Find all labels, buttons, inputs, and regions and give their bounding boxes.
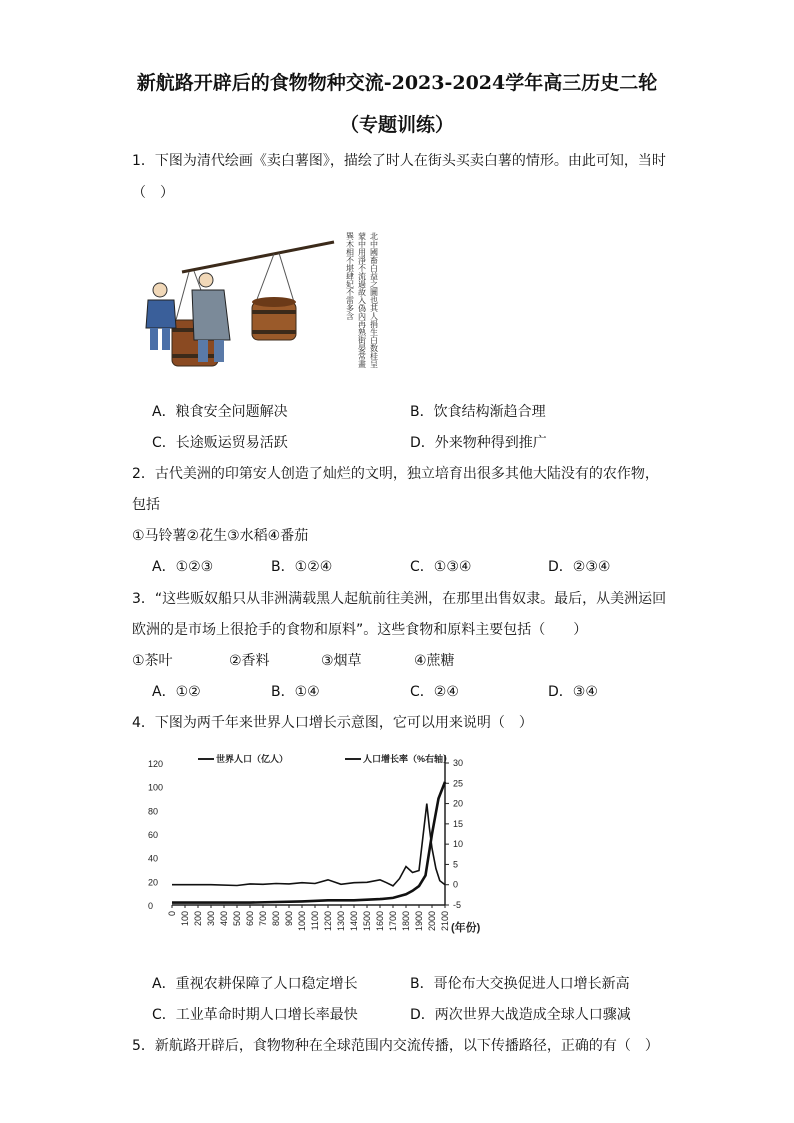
q1-option-d[interactable]: D．外来物种得到推广 bbox=[410, 435, 547, 451]
q3-item-1: ①茶叶 bbox=[132, 653, 173, 669]
q1-option-c[interactable]: C．长途贩运贸易活跃 bbox=[152, 435, 288, 451]
x-tick-label: 1700 bbox=[388, 911, 398, 932]
svg-text:巽木相不堪肆妃不雷多含: 巽木相不堪肆妃不雷多含 bbox=[345, 232, 355, 320]
y-right-tick-label: 0 bbox=[453, 879, 459, 890]
y-left-tick-label: 60 bbox=[148, 830, 159, 840]
q2-stem-line1: 2．古代美洲的印第安人创造了灿烂的文明，独立培育出很多其他大陆没有的农作物， bbox=[132, 466, 659, 482]
q4-option-d[interactable]: D．两次世界大战造成全球人口骤减 bbox=[410, 1007, 631, 1023]
q4-option-a[interactable]: A．重视农耕保障了人口稳定增长 bbox=[152, 976, 358, 992]
x-tick-label: 1300 bbox=[336, 911, 346, 932]
y-left-tick-label: 20 bbox=[148, 877, 159, 888]
page-title-line2: （专题训练） bbox=[339, 114, 454, 136]
q3-option-a[interactable]: A．①② bbox=[152, 684, 201, 700]
legend-label-growth-rate: 人口增长率（%右轴） bbox=[363, 754, 453, 764]
x-tick-label: 0 bbox=[167, 911, 177, 917]
q4-option-b[interactable]: B．哥伦布大交换促进人口增长新高 bbox=[410, 976, 630, 992]
q3-option-b[interactable]: B．①④ bbox=[271, 684, 320, 700]
q2-stem-line2: 包括 bbox=[132, 497, 160, 513]
y-right-tick-label: 20 bbox=[453, 798, 464, 809]
x-tick-label: 200 bbox=[193, 911, 203, 927]
svg-text:蒙中用淨不流過故入偽內再熟街晏常畫: 蒙中用淨不流過故入偽內再熟街晏常畫 bbox=[357, 232, 367, 368]
x-tick-label: 1200 bbox=[323, 911, 333, 932]
q3-stem-line2: 欧洲的是市场上很抢手的食物和原料”。这些食物和原料主要包括（ ） bbox=[132, 622, 588, 638]
y-left-tick-label: 120 bbox=[148, 759, 164, 769]
svg-text:北中國畜白益之圖也其人捐生白数桂呈: 北中國畜白益之圖也其人捐生白数桂呈 bbox=[369, 232, 379, 368]
x-tick-label: 1600 bbox=[375, 911, 385, 932]
x-tick-label: 2000 bbox=[427, 911, 437, 932]
x-tick-label: 400 bbox=[219, 911, 229, 927]
x-tick-label: 500 bbox=[232, 911, 242, 927]
x-tick-label: 300 bbox=[206, 911, 216, 927]
y-left-tick-label: 100 bbox=[148, 782, 164, 793]
series-line-growth-rate bbox=[172, 804, 445, 886]
x-tick-label: 900 bbox=[284, 911, 294, 927]
x-tick-label: 700 bbox=[258, 911, 268, 927]
y-right-tick-label: 25 bbox=[453, 778, 464, 789]
q3-item-4: ④蔗糖 bbox=[414, 653, 455, 669]
y-right-tick-label: 10 bbox=[453, 839, 464, 850]
q1-option-a[interactable]: A．粮食安全问题解决 bbox=[152, 404, 288, 420]
q2-option-b[interactable]: B．①②④ bbox=[271, 559, 333, 575]
x-tick-label: 100 bbox=[180, 911, 190, 927]
q2-option-a[interactable]: A．①②③ bbox=[152, 559, 214, 575]
q2-items: ①马铃薯②花生③水稻④番茄 bbox=[132, 528, 309, 544]
q2-option-d[interactable]: D．②③④ bbox=[548, 559, 611, 575]
y-right-tick-label: 30 bbox=[453, 758, 464, 768]
y-left-tick-label: 80 bbox=[148, 806, 159, 817]
y-right-tick-label: 15 bbox=[453, 818, 464, 829]
legend-label-population: 世界人口（亿人） bbox=[216, 754, 289, 764]
q1-painting-image bbox=[134, 220, 394, 380]
q3-option-c[interactable]: C．②④ bbox=[410, 684, 459, 700]
x-tick-label: 1100 bbox=[310, 911, 320, 931]
x-tick-label: 1800 bbox=[401, 911, 411, 932]
q3-item-2: ②香料 bbox=[229, 653, 270, 669]
q3-option-d[interactable]: D．③④ bbox=[548, 684, 598, 700]
y-right-tick-label: 5 bbox=[453, 859, 459, 870]
x-tick-label: 600 bbox=[245, 911, 255, 927]
x-tick-label: 1000 bbox=[297, 911, 307, 932]
y-left-tick-label: 40 bbox=[148, 853, 159, 864]
population-chart bbox=[140, 745, 520, 950]
q1-stem-line1: 1．下图为清代绘画《卖白薯图》，描绘了时人在街头买卖白薯的情形。由此可知，当时 bbox=[132, 153, 666, 169]
q1-stem-line2: （ ） bbox=[132, 185, 174, 201]
q3-stem-line1: 3．“这些贩奴船只从非洲满载黑人起航前往美洲，在那里出售奴隶。最后，从美洲运回 bbox=[132, 591, 667, 607]
x-tick-label: 1900 bbox=[414, 911, 424, 932]
q4-stem: 4．下图为两千年来世界人口增长示意图，它可以用来说明（ ） bbox=[132, 715, 533, 731]
x-tick-label: 1500 bbox=[362, 911, 372, 932]
q1-option-b[interactable]: B．饮食结构渐趋合理 bbox=[410, 404, 546, 420]
q3-item-3: ③烟草 bbox=[321, 653, 362, 669]
y-left-tick-label: 0 bbox=[148, 901, 154, 911]
x-tick-label: 1400 bbox=[349, 911, 359, 932]
q5-stem: 5．新航路开辟后，食物物种在全球范围内交流传播，以下传播路径，正确的有（ ） bbox=[132, 1038, 659, 1054]
x-axis-label: (年份) bbox=[451, 922, 481, 934]
x-tick-label: 2100 bbox=[440, 911, 450, 932]
page-title-line1: 新航路开辟后的食物物种交流-2023-2024学年高三历史二轮 bbox=[136, 72, 658, 94]
x-tick-label: 800 bbox=[271, 911, 281, 927]
q2-option-c[interactable]: C．①③④ bbox=[410, 559, 472, 575]
q4-option-c[interactable]: C．工业革命时期人口增长率最快 bbox=[152, 1007, 358, 1023]
y-right-tick-label: -5 bbox=[453, 900, 462, 910]
